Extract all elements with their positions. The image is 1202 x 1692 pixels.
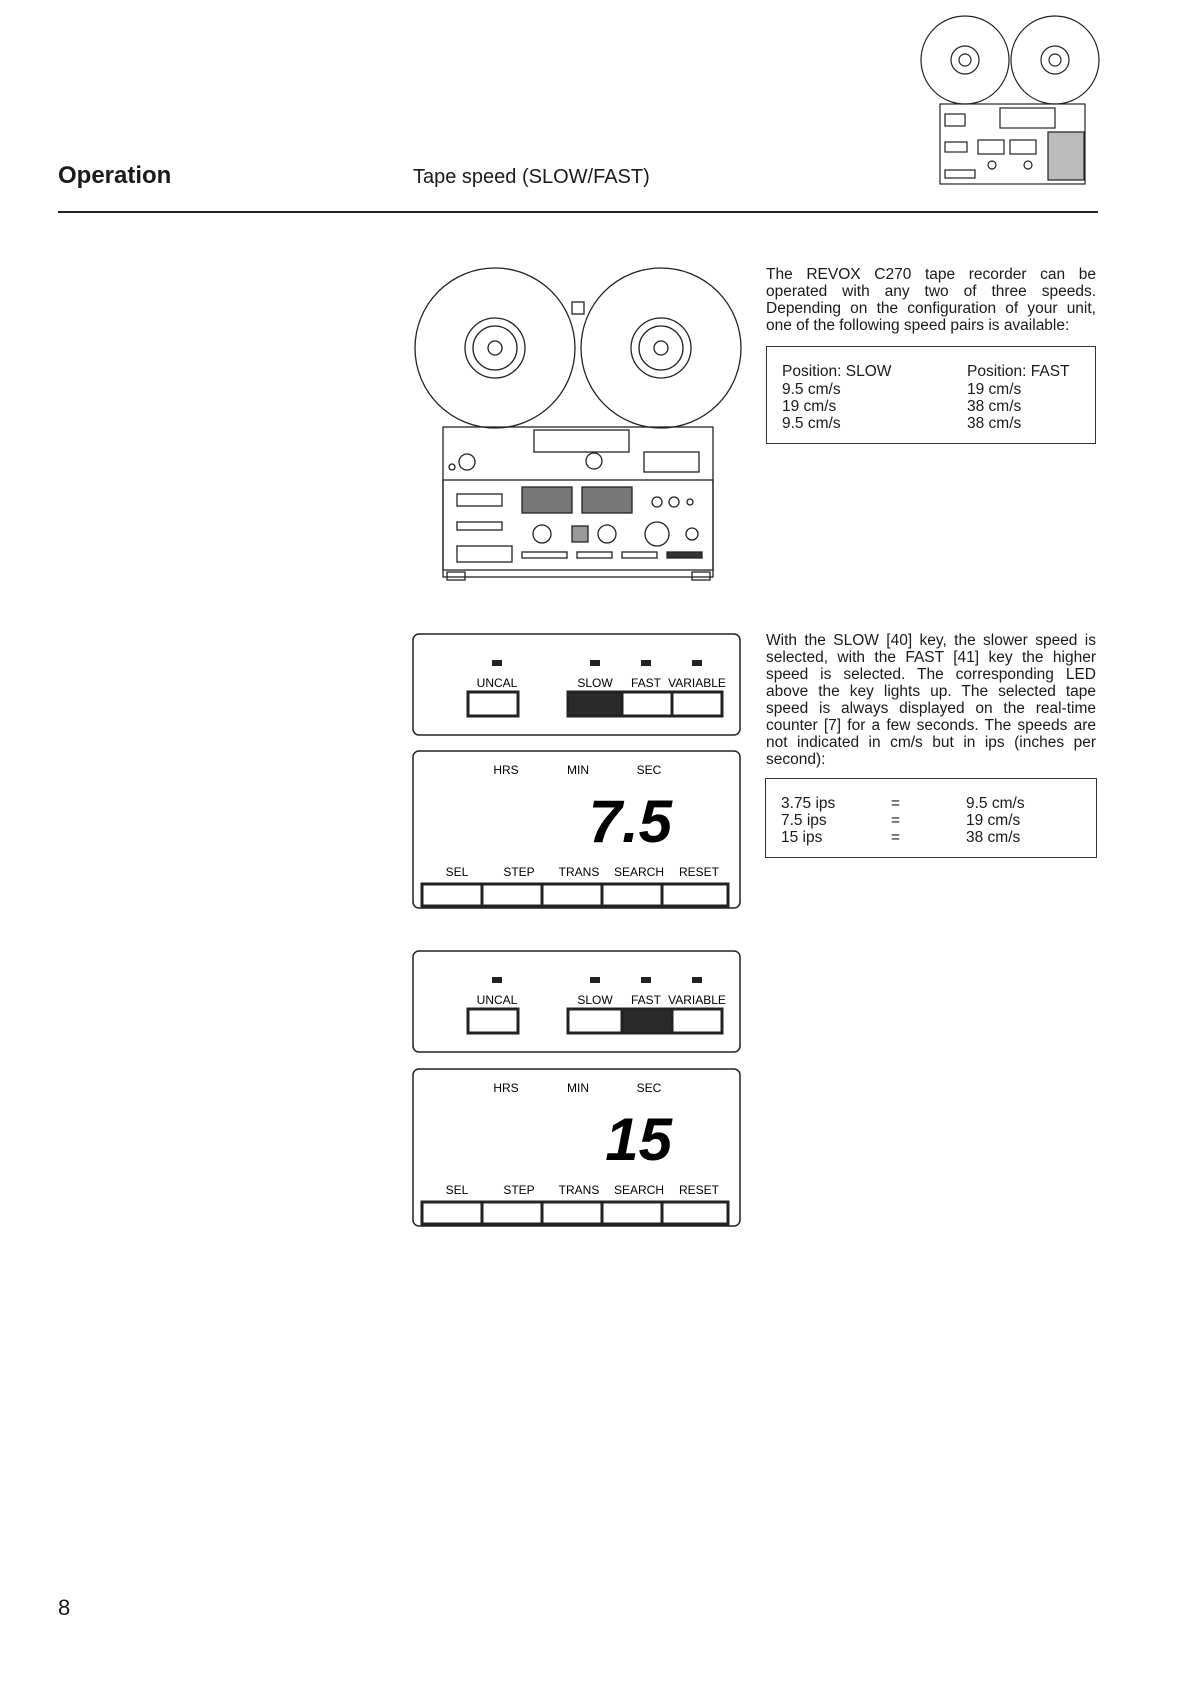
variable-label: VARIABLE (668, 993, 726, 1007)
section-title: Operation (58, 162, 172, 189)
trans-label: TRANS (558, 1183, 600, 1197)
sec-label: SEC (636, 1081, 662, 1095)
fast-label: FAST (630, 676, 662, 690)
uncal-label: UNCAL (476, 993, 518, 1007)
slow-label: SLOW (577, 676, 613, 690)
reset-key[interactable] (662, 1202, 728, 1224)
slow-key[interactable] (568, 692, 622, 716)
uncal-key[interactable] (468, 692, 518, 716)
speed-display: 7.5 (588, 788, 672, 855)
fast-led (641, 977, 651, 983)
sec-label: SEC (636, 763, 662, 777)
fast-key[interactable] (622, 1009, 672, 1033)
table-cell: 7.5 ips (781, 812, 827, 829)
variable-key[interactable] (672, 1009, 722, 1033)
hrs-label: HRS (493, 1081, 519, 1095)
trans-label: TRANS (558, 865, 600, 879)
page-subtitle: Tape speed (SLOW/FAST) (413, 166, 650, 188)
hrs-label: HRS (493, 763, 519, 777)
trans-key[interactable] (542, 884, 602, 906)
sel-label: SEL (445, 1183, 469, 1197)
table-cell: 19 cm/s (966, 812, 1021, 829)
table-cell: = (891, 812, 901, 829)
step-label: STEP (503, 1183, 535, 1197)
slow-key[interactable] (568, 1009, 622, 1033)
slow-led (590, 977, 600, 983)
fast-key[interactable] (622, 692, 672, 716)
page-number: 8 (58, 1595, 71, 1620)
fast-label: FAST (630, 993, 662, 1007)
trans-key[interactable] (542, 1202, 602, 1224)
table-cell: = (891, 829, 901, 846)
speed-display: 15 (605, 1106, 672, 1173)
table-cell: 19 cm/s (967, 381, 1022, 398)
tape-recorder-thumbnail-illustration (920, 14, 1100, 189)
variable-led (692, 660, 702, 666)
step-key[interactable] (482, 884, 542, 906)
table-cell: 38 cm/s (967, 398, 1022, 415)
table-cell: 38 cm/s (967, 415, 1022, 432)
slow-led (590, 660, 600, 666)
table-cell: 9.5 cm/s (782, 381, 841, 398)
slow-column-header: Position: SLOW (782, 363, 892, 380)
uncal-led (492, 660, 502, 666)
variable-led (692, 977, 702, 983)
table-cell: = (891, 795, 901, 812)
counter-panel-15 (412, 1068, 742, 1228)
min-label: MIN (567, 763, 589, 777)
min-label: MIN (567, 1081, 589, 1095)
ips-conversion-table (765, 778, 1097, 858)
reset-label: RESET (678, 865, 720, 879)
fast-column-header: Position: FAST (967, 363, 1070, 380)
table-cell: 19 cm/s (782, 398, 837, 415)
reset-key[interactable] (662, 884, 728, 906)
counter-panel-7-5 (412, 750, 742, 910)
search-key[interactable] (602, 884, 662, 906)
slow-label: SLOW (577, 993, 613, 1007)
table-cell: 9.5 cm/s (782, 415, 841, 432)
sel-key[interactable] (422, 884, 482, 906)
table-cell: 9.5 cm/s (966, 795, 1025, 812)
ips-paragraph: With the SLOW [40] key, the slower speed is selected, with the FAST [41] key the higher speed is selected. The corresponding LED above the key lights up. The selected tape speed is always displayed on the real-time counter [7] for a few seconds. The speeds are not indicated in cm/s but in ips (inches per second): (766, 632, 1096, 768)
intro-paragraph: The REVOX C270 tape recorder can be operated with any two of three speeds. Depending on the configuration of your unit, one of the following speed pairs is available: (766, 266, 1096, 334)
sel-label: SEL (445, 865, 469, 879)
variable-key[interactable] (672, 692, 722, 716)
sel-key[interactable] (422, 1202, 482, 1224)
uncal-led (492, 977, 502, 983)
search-label: SEARCH (613, 1183, 665, 1197)
step-label: STEP (503, 865, 535, 879)
variable-label: VARIABLE (668, 676, 726, 690)
table-cell: 38 cm/s (966, 829, 1021, 846)
search-key[interactable] (602, 1202, 662, 1224)
table-cell: 3.75 ips (781, 795, 836, 812)
uncal-key[interactable] (468, 1009, 518, 1033)
speed-key-panel-slow-selected (412, 633, 742, 737)
speed-pairs-table (766, 346, 1096, 444)
search-label: SEARCH (613, 865, 665, 879)
table-cell: 15 ips (781, 829, 823, 846)
uncal-label: UNCAL (476, 676, 518, 690)
fast-led (641, 660, 651, 666)
step-key[interactable] (482, 1202, 542, 1224)
tape-recorder-illustration (412, 262, 744, 582)
reset-label: RESET (678, 1183, 720, 1197)
speed-key-panel-fast-selected (412, 950, 742, 1054)
header-rule (58, 211, 1098, 213)
